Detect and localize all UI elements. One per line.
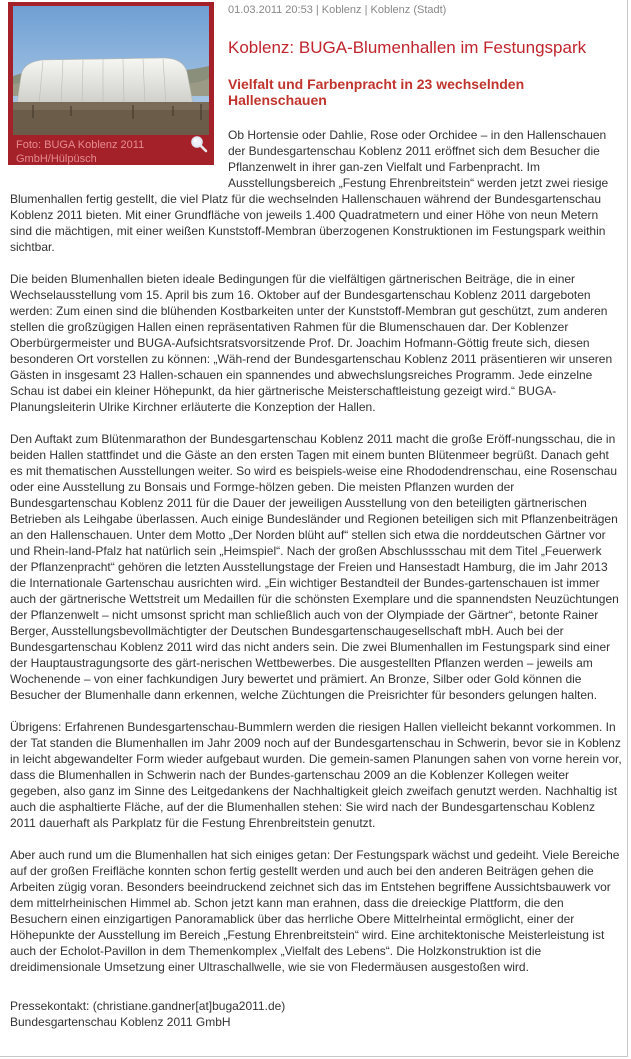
article-meta: 01.03.2011 20:53 | Koblenz | Koblenz (Stadt) <box>228 4 447 16</box>
article-paragraph: Den Auftakt zum Blütenmarathon der Bundesgartenschau Koblenz 2011 macht die große Eröff-nungsschau, die in beiden Hallen stattfindet und die Gäste an den ersten Tagen mit einem bunten Blütenmeer begrüßt. Danach geht es mit thematischen Ausstellungen weiter. So wird es beispiels-weise eine Rhododendrenschau, eine Rosenschau oder eine Ausstellung zu Bonsais und Formge-hölzen geben. Die meisten Pflanzen wurden der Bundesgartenschau Koblenz 2011 für die Dauer der jeweiligen Ausstellung von den beteiligten gärtnerischen Betrieben als Leihgabe überlassen. Auch einige Bundesländer und Regionen beteiligen sich mit Pflanzenbeiträgen an den Hallenschauen. Unter dem Motto „Der Norden blüht auf“ stellen sich etwa die norddeutschen Gärtner vor und Rhein-land-Pfalz hat natürlich sein „Heimspiel“. Nach der großen Abschlussschau mit dem Titel „Feuerwerk der Pflanzenpracht“ gehören die letzten Ausstellungstage der Freien und Hansestadt Hamburg, die im Jahr 2013 die Internationale Gartenschau ausrichten wird. „Ein wichtiger Bestandteil der Bundes-gartenschauen ist immer auch der gärtnerische Wettstreit um Medaillen für die schönsten Exemplare und die spannendsten Neuzüchtungen der Pflanzenwelt – nicht umsonst spricht man schließlich auch von der Olympiade der Gärtner“, betonte Rainer Berger, Ausstellungsbevollmächtigter der Deutschen Bundesgartenschaugesellschaft mbH. Auch bei der Bundesgartenschau Koblenz 2011 wird das nicht anders sein. Die zwei Blumenhallen im Festungspark sind einer der Hauptaustragungsorte des gärt-nerischen Wettbewerbes. Die ausgestellten Pflanzen werden – jeweils am Wochenende – von einer fachkundigen Jury bewertet und prämiert. An Bronze, Silber oder Gold können die Besucher der Blumenhalle dann erkennen, welche Züchtungen die Preisrichter für besonders gelungen halten. <box>10 432 619 702</box>
article-paragraph: Ob Hortensie oder Dahlie, Rose oder Orchidee – in den Hallenschauen der Bundesgartenschau Koblenz 2011 eröffnet sich dem Besucher die Pflanzenwelt in ihrer gan-zen Vielfalt und Farbenpracht. Im Ausstellungsbereich „Festung Ehrenbreitstein“ werden jetzt zwei riesige Blumenhallen fertig gestellt, die viel Platz für die wechselnden Hallenschauen während der Bundesgartenschau Koblenz 2011 bieten. Mit einer Grundfläche von jeweils 1.400 Quadratmetern und einer Höhe von neun Metern sind die mächtigen, mit einer weißen Kunststoff-Membran überzogenen Konstruktionen im Festungspark weithin sichtbar. <box>10 128 609 254</box>
press-contact <box>10 998 622 1030</box>
article-body <box>10 127 622 1030</box>
photo-wrap-spacer <box>10 127 228 190</box>
press-contact-email: Pressekontakt: (christiane.gandner[at]buga2011.de) <box>10 999 286 1013</box>
flower-hall-photo <box>13 6 209 135</box>
press-contact-company: Bundesgartenschau Koblenz 2011 GmbH <box>10 1015 231 1029</box>
article-title: Koblenz: BUGA-Blumenhallen im Festungspark <box>228 38 587 57</box>
article-paragraph: Übrigens: Erfahrenen Bundesgartenschau-Bummlern werden die riesigen Hallen vielleicht bekannt vorkommen. In der Tat standen die Blumenhallen im Jahr 2009 noch auf der Bundesgartenschau in Schwerin, bevor sie in Koblenz in leicht abgewandelter Form wieder aufgebaut wurden. Die gemein-samen Planungen sahen von vorne herein vor, dass die Blumenhallen in Schwerin nach der Bundes-gartenschau 2009 an die Koblenzer Kollegen weiter gegeben, also ganz im Sinne des Leitgedankens der Nachhaltigkeit gleich zweifach genutzt werden. Nachhaltig ist auch die asphaltierte Fläche, auf der die Blumenhallen stehen: Sie wird nach der Bundesgartenschau Koblenz 2011 dauerhaft als Parkplatz für die Festung Ehrenbreitstein genutzt. <box>10 720 622 830</box>
article-photo[interactable] <box>13 6 209 135</box>
article-paragraph: Aber auch rund um die Blumenhallen hat sich einiges getan: Der Festungspark wächst und gedeiht. Viele Bereiche auf der großen Freifläche konnten schon fertig gestellt werden und auch bei den anderen Beiträgen gehen die Arbeiten zügig voran. Besonders beeindruckend zeichnet sich das im Entstehen begriffene Aussichtsbauwerk vor dem mittelrheinischen Himmel ab. Schon jetzt kann man erahnen, dass die dreieckige Plattform, die den Besuchern einen einzigartigen Panoramablick über das herrliche Obere Mittelrheintal ermöglicht, einer der Höhepunkte der Ausstellung im Bereich „Festung Ehrenbreitstein“ wird. Eine architektonische Meisterleistung ist auch der Echolot-Pavillon in dem Themenkomplex „Vielfalt des Lebens“. Die Holzkonstruktion ist die dreidimensionale Umsetzung einer Ultraschallwelle, wie sie von Fledermäusen ausgestoßen wird. <box>10 848 620 974</box>
article-subtitle: Vielfalt und Farbenpracht in 23 wechselnden Hallenschauen <box>228 76 525 108</box>
photo-credit: Foto: BUGA Koblenz 2011 GmbH/Hülpüsch <box>16 139 145 165</box>
article-paragraph: Die beiden Blumenhallen bieten ideale Bedingungen für die vielfältigen gärtnerischen Beiträge, die in einer Wechselausstellung vom 15. April bis zum 16. Oktober auf der Bundesgartenschau Koblenz 2011 dargeboten werden: Zum einen sind die blühenden Kostbarkeiten unter der Kunststoff-Membran gut geschützt, zum anderen stellen die großzügigen Hallen einen repräsentativen Rahmen für die Blumenschauen dar. Der Koblenzer Oberbürgermeister und BUGA-Aufsichtsratsvorsitzende Prof. Dr. Joachim Hofmann-Göttig freute sich, diesen besonderen Ort vorstellen zu können: „Wäh-rend der Bundesgartenschau Koblenz 2011 präsentieren wir unseren Gästen in insgesamt 23 Hallen-schauen ein spannendes und abwechslungsreiches Programm. Jede einzelne Schau ist dabei ein kleiner Höhepunkt, da hier gärtnerische Meisterschaftleistung gezeigt wird.“ BUGA-Planungsleiterin Ulrike Kirchner erläuterte die Konzeption der Hallen. <box>10 272 613 414</box>
